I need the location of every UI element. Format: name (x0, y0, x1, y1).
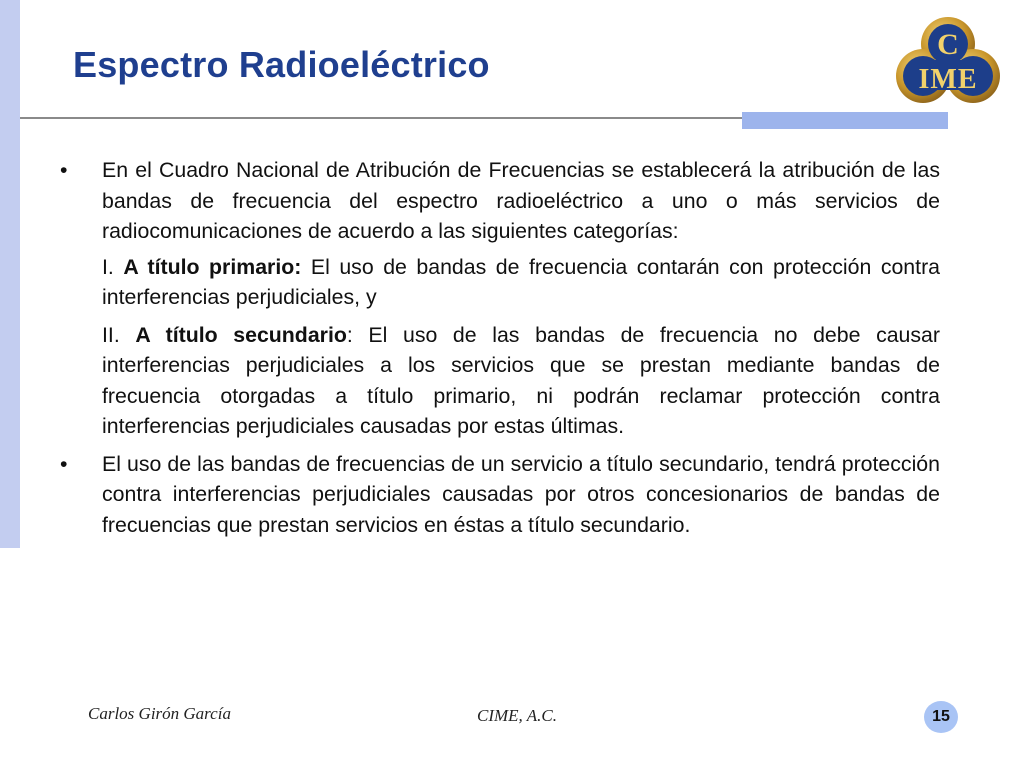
left-accent-bar (0, 0, 20, 548)
logo-letter-top: C (937, 28, 959, 61)
cime-logo (895, 14, 1001, 110)
slide-title: Espectro Radioeléctrico (73, 44, 490, 85)
page-number-badge: 15 (924, 701, 958, 733)
bullet-paragraph-2 (60, 449, 940, 541)
bullet-text-1: En el Cuadro Nacional de Atribución de Frecuencias se establecerá la atribución de las bandas de frecuencia del espectro radioeléctrico a uno o más servicios de radiocomunicaciones de acuerdo a las siguientes categorías: (102, 158, 940, 243)
footer-author: Carlos Girón García (88, 704, 231, 723)
slide-body (60, 155, 940, 545)
category-text-1: El uso de bandas de frecuencia contarán con protección contra interferencias perjudiciales, y (102, 254, 941, 309)
bullet-dot: • (60, 451, 68, 476)
category-numeral-2: II. (102, 322, 120, 347)
category-item-1 (60, 252, 940, 313)
bullet-paragraph-1 (60, 155, 940, 247)
category-item-2 (60, 320, 940, 442)
logo-letters-bottom: IME (918, 64, 978, 95)
bullet-dot: • (60, 158, 68, 182)
category-heading-1: A título primario: (123, 254, 302, 279)
footer-organization: CIME, A.C. (477, 706, 557, 725)
title-accent-block (742, 112, 948, 129)
category-numeral-1: I. (102, 254, 114, 279)
bullet-text-2: El uso de las bandas de frecuencias de un servicio a título secundario, tendrá protección contra interferencias perjudiciales causadas por otros concesionarios de bandas de frecuencias que prestan servicios en éstas a título secundario. (102, 451, 940, 537)
category-text-2: : El uso de las bandas de frecuencia no debe causar interferencias perjudiciales a los servicios que se prestan mediante bandas de frecuencia otorgadas a título primario, ni podrán reclamar protección contra interferencias perjudiciales causadas por estas últimas. (102, 322, 940, 438)
category-heading-2: A título secundario (135, 322, 347, 347)
